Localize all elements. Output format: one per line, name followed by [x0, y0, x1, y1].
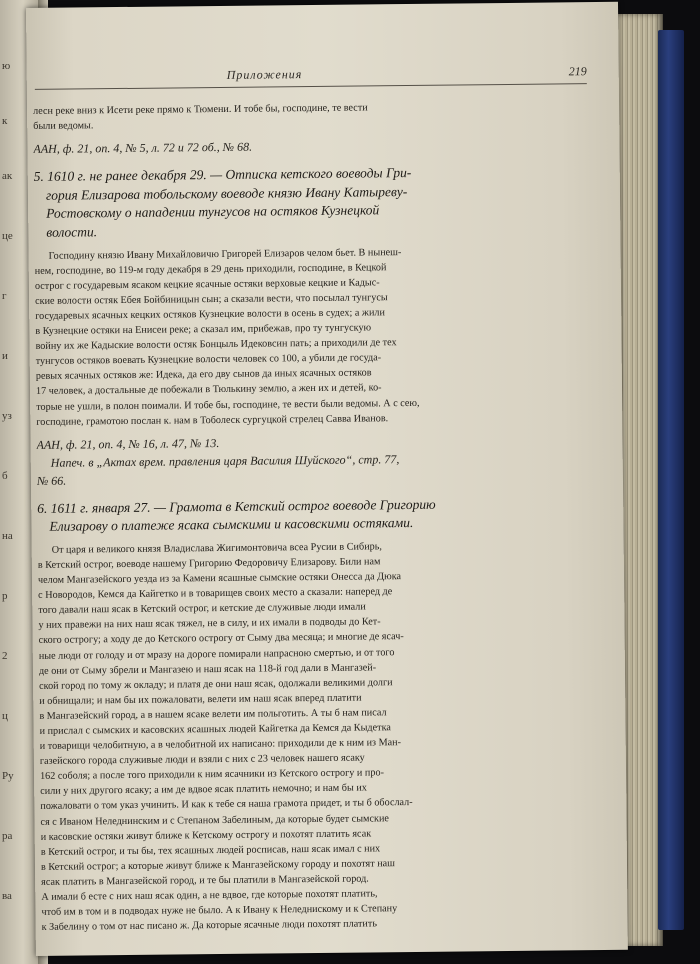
body-text-line: в Кузнецкие остяки на Енисеи реке; а сказал им, прибежав, про ту тунгускую [35, 322, 372, 337]
body-text-line: в Кетский острог, и ты бы, тех ясашных людей росписав, наш ясак имал с них [40, 843, 381, 858]
left-page-text-fragment: р [2, 590, 8, 602]
archive-reference: ААН, ф. 21, оп. 4, № 16, л. 47, № 13. [36, 435, 220, 452]
left-page-text-fragment: ва [2, 890, 12, 902]
body-text-line: в Кетский острог, воеводе нашему Григорию Федоровичу Елизарову. Били нам [37, 556, 381, 571]
body-text-line: газейского города служивые люди и взяли с них с 23 человек нашего ясаку [39, 752, 365, 768]
left-page-text-fragment: Ру [2, 770, 14, 782]
body-text-line: и товарищи челобитную, а в челобитной их написано: приходили де к ним из Ман- [39, 737, 402, 752]
body-text-line: и обнищали; и нам бы их пожаловати, велети им наш ясак вперед платити [39, 692, 362, 707]
left-page-text-fragment: к [2, 115, 8, 127]
body-text-line: в Кетский острог; а которые живут ближе к Мангазейскому городу и похотят наш [40, 858, 396, 873]
page-text [33, 98, 598, 941]
archive-reference: Напеч. в „Актах врем. правления царя Василия Шуйского“, стр. 77, [50, 451, 400, 470]
running-head: Приложения [226, 67, 303, 82]
body-text-line: ревых ясачных остяков же: Идека, да его дву сынов да иных ясачных остяков [35, 367, 372, 383]
body-text-line: острог с государевым ясаком кецкие ясачные остяки верховые кецкие и Кадыс- [34, 277, 380, 292]
body-text-line: у них правежи на них наш ясак тяжел, не в силу, и их имали в подводы до Кет- [38, 616, 381, 632]
body-text-line: того давали наш ясак в Кетский острог, и кетские де служивые люди имали [38, 601, 366, 617]
body-text-line: тунгусов остяков воевать Кузнецкие волости человек со 100, а убили де госуда- [35, 352, 382, 368]
left-page-text-fragment: г [2, 290, 7, 302]
left-page-text-fragment: 2 [2, 650, 8, 662]
body-text-line: войну их же Кадыские волости остяк Бонцыль Идековсин пать; а приходили де тех [35, 337, 397, 353]
document-heading-line: 6. 1611 г. января 27. — Грамота в Кетский острог воеводе Григорию [37, 496, 436, 516]
body-text-line: ские волости остяк Ебея Бойбиницын сын; а сказали вести, что посылал тунгусы [35, 292, 388, 307]
document-heading-line: Елизарову о платеже ясака сымскими и касовскими остяками. [49, 515, 414, 535]
archive-reference: ААН, ф. 21, оп. 4, № 5, л. 72 и 72 об., № 68. [33, 139, 253, 157]
body-text-line: в Мангазейский город, а в нашем ясаке велети им польготить. А ты б нам писал [39, 707, 387, 722]
body-text-line: челом Мангазейского уезда из за Камени ясашные сымские остяки Онесса да Дюка [37, 571, 402, 586]
document-heading-line: 5. 1610 г. не ранее декабря 29. — Отписка кетского воеводы Гри- [33, 165, 412, 185]
body-text-line: От царя и великого князя Владислава Жигимонтовича всеа Русии в Сибирь, [51, 541, 382, 556]
left-page-text-fragment: ра [2, 830, 13, 842]
archive-reference: № 66. [36, 473, 67, 488]
body-text-line: ся с Иваном Неледнинским и с Степаном Забелиным, да которые будет сымские [40, 812, 389, 828]
body-text-line: ясак платить в Мангазейской город, и те бы платили в Мангазейской город. [41, 873, 369, 888]
left-page-text-fragment: це [2, 230, 13, 242]
book-page [26, 2, 628, 956]
left-page-text-fragment: уз [2, 410, 12, 422]
left-page-text-fragment: на [2, 530, 13, 542]
document-heading-line: Ростовскому о нападении тунгусов на остяков Кузнецкой [46, 202, 380, 222]
body-text-line: лесн реке вниз к Исети реке прямо к Тюмени. И тобе бы, господине, те вести [33, 102, 368, 117]
body-text-line: сили у них другого ясаку; а им де вдвое ясак платить немочно; и нам бы их [40, 782, 367, 798]
body-text-line: А имали б есте с них наш ясак один, а не вдвое, где которые похотят платить, [41, 888, 378, 903]
left-page-text-fragment: ю [2, 60, 11, 72]
body-text-line: к Забелину о том от нас писано ж. Да которые ясачные люди похотят платить [41, 918, 378, 934]
document-heading-line: волости. [46, 224, 98, 240]
body-text-line: де они от Сыму збрели и Мангазею и наш ясак на 118-й год дали в Мангазей- [38, 661, 377, 677]
body-text-line: и прислал с сымских и касовских ясашных людей Кайгетка да Кемся да Кыдетка [39, 722, 391, 737]
body-text-line: чтоб им в том и в подводах нуже не было. А к Ивану к Неледнискому и к Степану [41, 903, 398, 919]
document-heading-line: гория Елизарова тобольскому воеводе князю Ивану Катыреву- [45, 183, 408, 203]
body-text-line: государевых ясачных кецких остяков Кузнецкие волости в осень в судех; а жили [35, 307, 385, 322]
body-text-line: и касовские остяки живут ближе к Кетскому острогу и похотят платить ясак [40, 828, 372, 843]
book-cover-edge [658, 30, 684, 930]
body-text-line: ской город по тому ж окладу; и платя де они наш ясак, одолжали великими долги [39, 676, 393, 692]
body-text-line: были ведомы. [33, 120, 94, 133]
body-text-line: 17 человек, а достальные де побежали в Тюлькину землю, а жен их и детей, ко- [35, 382, 382, 398]
body-text-line: с Новородов, Кемся да Кайгетко и в товарищев своих место а сказали: наперед де [38, 586, 393, 602]
body-text-line: пожаловати о том указ учинить. И как к тебе ся наша грамота придет, и ты б обослал- [40, 797, 413, 813]
left-page-text-fragment: и [2, 350, 8, 362]
left-page-text-fragment: ак [2, 170, 13, 182]
page-number: 219 [568, 64, 587, 79]
left-page-text-fragment: ц [2, 710, 8, 722]
body-text-line: Господину князю Ивану Михайловичю Григорей Елизаров челом бьет. В нынеш- [48, 246, 402, 262]
body-text-line: 162 соболя; а после того приходили к ним ясачники из Кетского острогу и про- [39, 767, 385, 783]
body-text-line: господине, грамотою послан к. нам в Тоболеск сургуцкой стрелец Савва Иванов. [36, 412, 389, 428]
body-text-line: нем, господине, во 119-м году декабря в 29 день приходили, господине, в Кецкой [34, 261, 387, 277]
body-text-line: торые не ушли, в полон поимали. И тобе бы, господине, те вести были ведомы. А с сею, [36, 397, 420, 413]
left-page-text-fragment: б [2, 470, 8, 482]
body-text-line: ского острогу; а ходу де до Кетского острогу от Сыму два месяца; и многие де ясач- [38, 631, 404, 647]
body-text-line: ные люди от голоду и от мразу на дороге помирали напрасною смертью, и от того [38, 646, 395, 662]
